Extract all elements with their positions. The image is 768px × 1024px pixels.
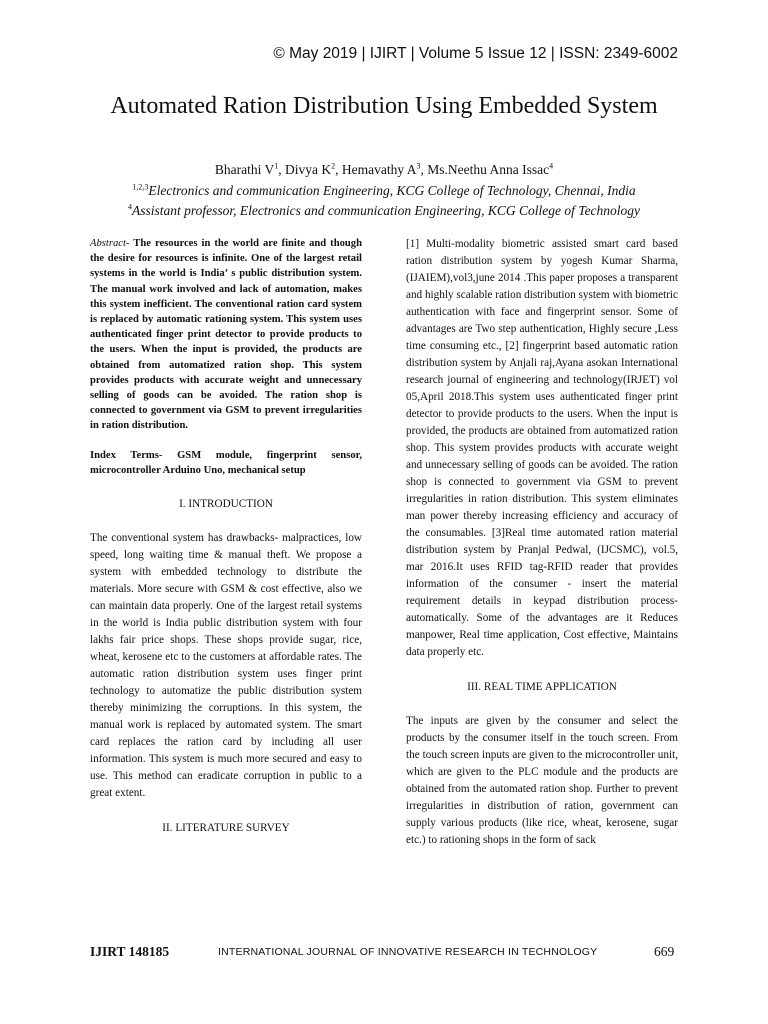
abstract-lead: Abstract- bbox=[90, 238, 130, 249]
index-terms: Index Terms- GSM module, fingerprint sensor, microcontroller Arduino Uno, mechanical setup bbox=[90, 449, 362, 476]
left-column bbox=[90, 236, 362, 854]
introduction-text: The conventional system has drawbacks- malpractices, low speed, long waiting time & manual theft. We propose a system with embedded technology to distribute the materials. More secure with GSM & cost effective, also we can maintain data properly. One of the largest retail systems in the world is India public distribution system with four lakhs fair price shops. These shops provide sugar, rice, wheat, kerosene etc to the customers at affordable rates. The automatic ration distribution system uses finger print technology to automatize the public distribution system thereby minimizing the corruptions. In this system, the manual work is replaced by automated system. The smart card replaces the ration card by including all user information. This system is much more secured and easy to use. This method can eradicate corruption in public to a great extent. bbox=[90, 532, 362, 800]
right-column bbox=[406, 236, 678, 849]
abstract-text: The resources in the world are finite and though the desire for resources is infinite. One of the largest retail systems in the world is India’ s public distribution system. The manual work involved and lack of automation, makes this system inefficient. The conventional ration card system is replaced by automatic rationing system. This system uses authenticated finger print detector to provide products to the users. When the input is provided, the products are obtained from automatized ration shop. This system provides products with accurate weight and unnecessary selling of goods can be avoided. The ration shop is connected to government via GSM to prevent irregularities in ration distribution. bbox=[90, 238, 362, 432]
author-name: Hemavathy A bbox=[341, 162, 417, 177]
author-name: Bharathi V bbox=[214, 162, 275, 177]
author-list: Bharathi $V^1$, Divya $K^2$, Hemavathy $A^3$, Ms.Neethu Anna Issac$^4$ bbox=[214, 161, 554, 177]
section-heading-introduction: I. INTRODUCTION bbox=[179, 498, 273, 511]
author-name: Divya K bbox=[285, 162, 332, 177]
affiliation: $^4$Assistant professor, Electronics and communication Engineering, KCG College of Technology bbox=[127, 202, 641, 218]
real-time-application-text: The inputs are given by the consumer and select the products by the consumer itself in the touch screen. From the touch screen inputs are given to the microcontroller unit, which are given to the PLC module and the products are obtained from the automated ration shop. Further to prevent irregularities in distribution of ration, government can supply various products (like rice, wheat, kerosene, sugar etc.) to rationing shops in the form of sack bbox=[406, 715, 678, 846]
paper-title: Automated Ration Distribution Using Embedded System bbox=[110, 93, 658, 119]
literature-survey-text: [1] Multi-modality biometric assisted smart card based ration distribution system by yogesh Kumar Sharma,(IJAIEM),vol3,june 2014 .This paper proposes a transparent and highly scalable ration distribution system with biometric authentication with face and fingerprint sensor. Some of advantages are Two step authentication, Highly secure ,Less time consuming etc., [2] fingerprint based automatic ration distribution system by Anjali raj,Ayana asokan International research journal of engineering and technology(IRJET) vol 05,April 2018.This system uses authenticated finger print detector to provide products to the users. When the input is provided, the products are obtained from automatized ration shop. This system provides products with accurate weight and unnecessary selling of goods can be avoided. The ration shop is connected to government via GSM to prevent irregularities in ration distribution. This system eliminates man power thereby increasing efficiency and accuracy of the consumables. [3]Real time automated ration material distribution system by Pranjal Pedwal, (IJCSMC), vol.5, mar 2016.It uses RFID tag-RFID reader that provides information of the consumer - insert the material requirement details in keypad distribution process-automatically. Some of the advantages are it Reduces manpower, Real time application, Cost effective, Maintains data properly etc. bbox=[406, 238, 678, 658]
footer-paper-id: IJIRT 148185 bbox=[90, 944, 170, 959]
footer-journal-name: INTERNATIONAL JOURNAL OF INNOVATIVE RESEARCH IN TECHNOLOGY bbox=[218, 946, 598, 958]
affiliation: $^{1,2,3}$Electronics and communication Engineering, KCG College of Technology, Chennai, India bbox=[132, 182, 636, 198]
page-number: 669 bbox=[654, 944, 675, 959]
section-heading-literature-survey: II. LITERATURE SURVEY bbox=[162, 822, 290, 835]
journal-header: © May 2019 | IJIRT | Volume 5 Issue 12 | ISSN: 2349-6002 bbox=[273, 45, 678, 62]
abstract bbox=[90, 236, 362, 434]
section-heading-real-time-application: III. REAL TIME APPLICATION bbox=[467, 681, 617, 693]
author-name: Ms.Neethu Anna Issac bbox=[427, 162, 550, 177]
